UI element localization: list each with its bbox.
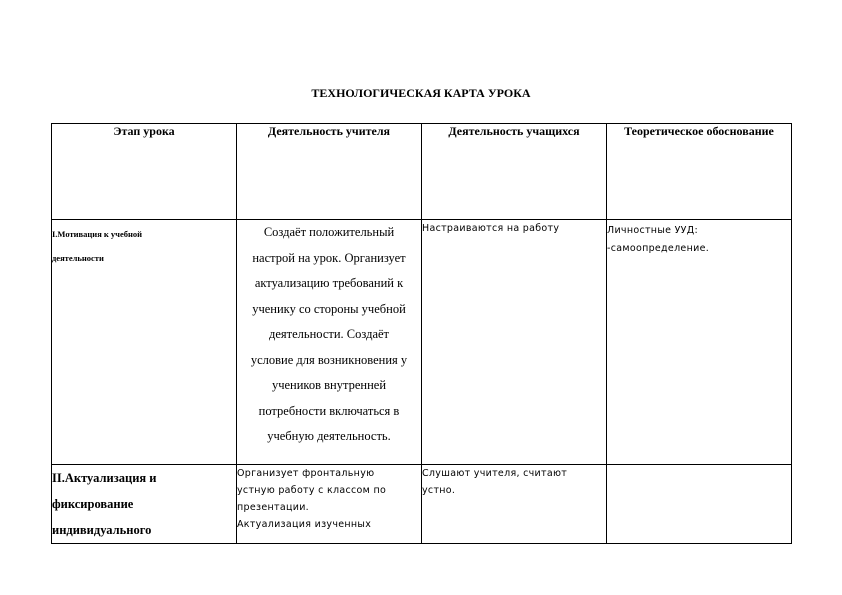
student-line: устно.	[422, 485, 456, 496]
table-row	[52, 465, 792, 544]
theory-cell	[607, 465, 792, 544]
stage-line: II.Актуализация и	[52, 471, 157, 485]
student-line: Слушают учителя, считают	[422, 468, 568, 479]
stage-line: I.Мотивация к учебной	[52, 229, 143, 239]
teacher-line: настрой на урок. Организует	[252, 250, 406, 265]
teacher-line: Организует фронтальную	[237, 468, 375, 479]
student-line: Настраиваются на работу	[422, 223, 560, 234]
header-theory: Теоретическое обоснование	[607, 124, 792, 220]
header-row	[52, 124, 792, 220]
theory-line: Личностные УУД:	[607, 225, 698, 236]
teacher-line: учеников внутренней	[271, 378, 387, 392]
stage-line: индивидуального	[52, 523, 152, 537]
teacher-line: потребности включаться в	[258, 403, 400, 418]
header-stage: Этап урока	[52, 124, 237, 220]
teacher-line: условие для возникновения у	[250, 352, 408, 367]
teacher-line: ученику со стороны учебной	[252, 301, 406, 316]
teacher-line: Создаёт положительный	[263, 225, 395, 239]
teacher-activity-cell	[237, 220, 422, 465]
header-teacher-activity: Деятельность учителя	[237, 124, 422, 220]
header-student-activity: Деятельность учащихся	[422, 124, 607, 220]
teacher-activity-cell	[237, 465, 422, 544]
theory-line: -самоопределение.	[607, 243, 710, 254]
teacher-line: учебную деятельность.	[267, 429, 391, 443]
teacher-line: Актуализация изученных	[237, 519, 372, 530]
teacher-line: устную работу с классом по	[237, 485, 387, 496]
teacher-line: актуализацию требований к	[254, 276, 404, 290]
student-activity-cell	[422, 220, 607, 465]
stage-cell	[52, 465, 237, 544]
stage-line: фиксирование	[52, 497, 134, 511]
stage-cell	[52, 220, 237, 465]
page-title: ТЕХНОЛОГИЧЕСКАЯ КАРТА УРОКА	[311, 86, 531, 100]
lesson-map-table	[51, 123, 792, 544]
theory-cell	[607, 220, 792, 465]
stage-line: деятельности	[52, 253, 104, 263]
student-activity-cell	[422, 465, 607, 544]
table-row	[52, 220, 792, 465]
teacher-line: деятельности. Создаёт	[268, 327, 390, 341]
teacher-line: презентации.	[237, 502, 309, 513]
